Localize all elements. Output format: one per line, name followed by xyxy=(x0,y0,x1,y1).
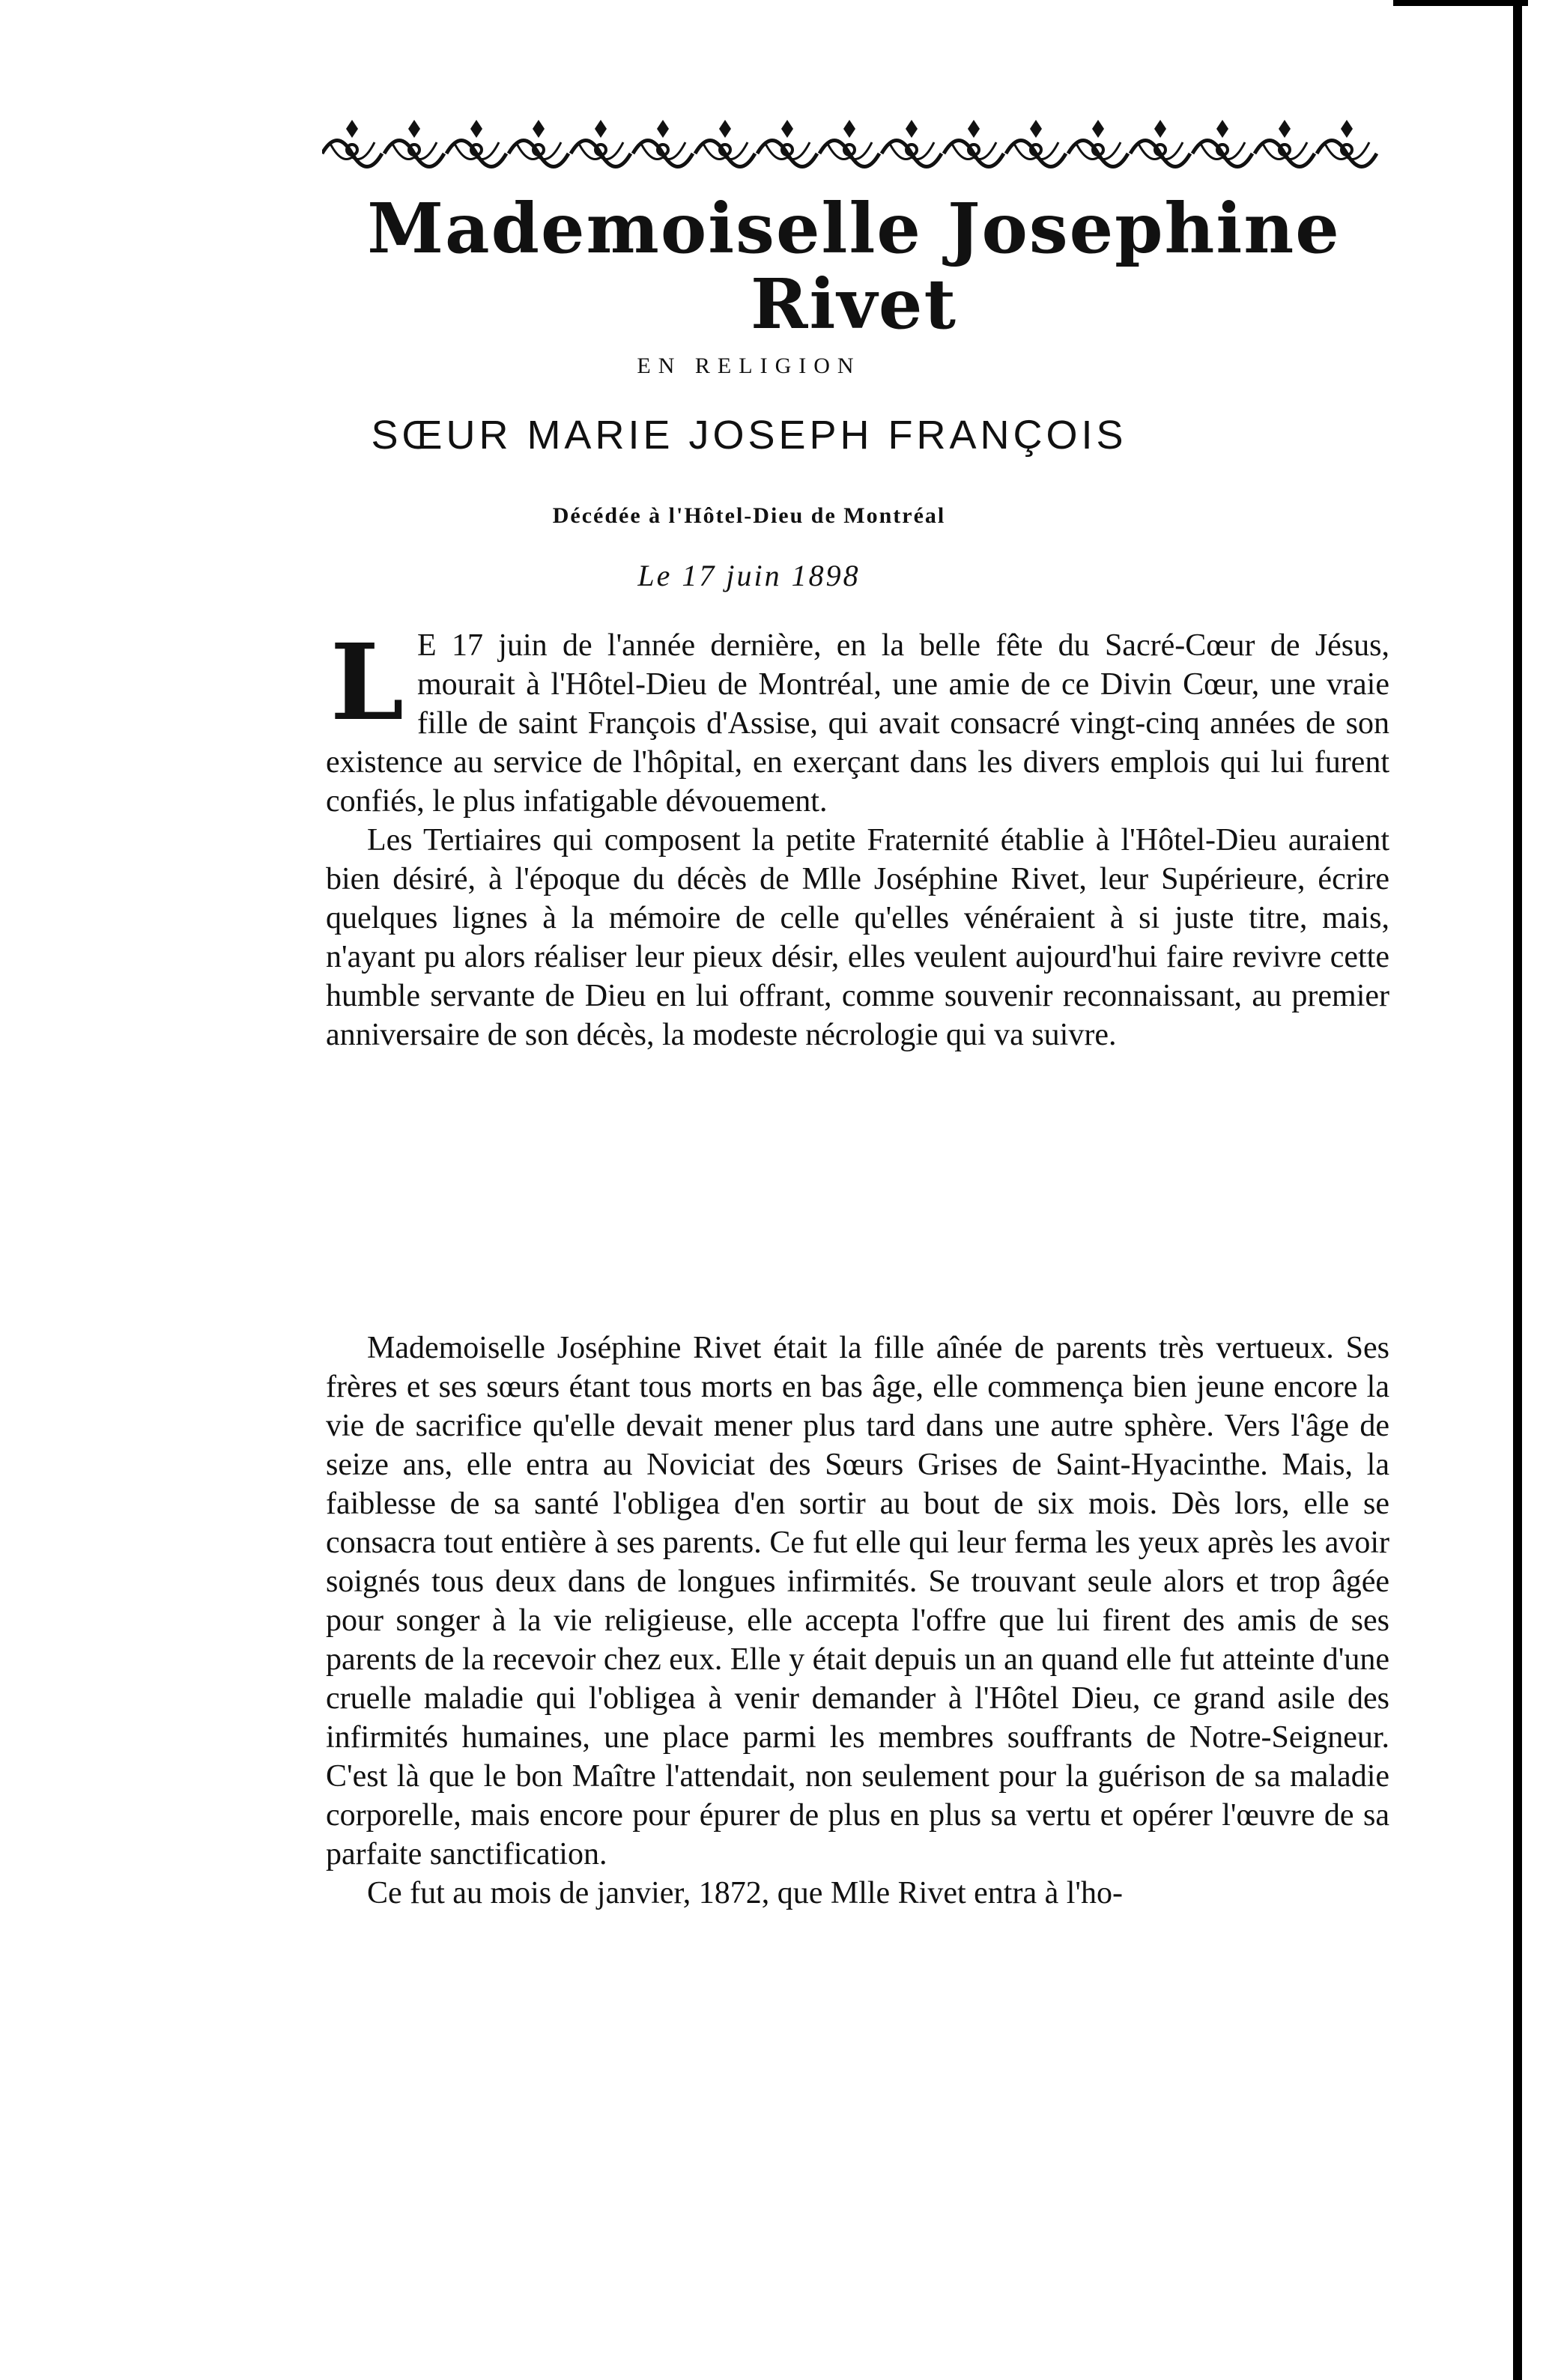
paragraph-3: Mademoiselle Joséphine Rivet était la fille aînée de parents très vertueux. Ses frères et ses sœurs étant tous morts en bas âge, elle commença bien jeune encore la vie de sacrifice qu'elle devait mener plus tard dans une autre sphère. Vers l'âge de seize ans, elle entra au Noviciat des Sœurs Grises de Saint-Hyacinthe. Mais, la faiblesse de sa santé l'obligea d'en sortir au bout de six mois. Dès lors, elle se consacra tout entière à ses parents. Ce fut elle qui leur ferma les yeux après les avoir soignés tous deux dans de longues infirmités. Se trouvant seule alors et trop âgée pour songer à la vie religieuse, elle accepta l'offre que lui firent des amis de ses parents de la recevoir chez eux. Elle y était depuis un an quand elle fut atteinte d'une cruelle maladie qui l'obligea à venir demander à l'Hôtel Dieu, ce grand asile des infirmités humaines, une place parmi les membres souffrants de Notre-Seigneur. C'est là que le bon Maître l'attendait, non seulement pour la guérison de sa maladie corporelle, mais encore pour épurer de plus en plus sa vertu et opérer l'œuvre de sa parfaite sanctification. xyxy=(326,1331,1389,1871)
drop-cap: L xyxy=(330,622,404,744)
paragraph-2: Les Tertiaires qui composent la petite Fraternité établie à l'Hôtel-Dieu auraient bien désiré, à l'époque du décès de Mlle Joséphine Rivet, leur Supérieure, écrire quelques lignes à la mémoire de celle qu'elles vénéraient à si juste titre, mais, n'ayant pu alors réaliser leur pieux désir, elles veulent aujourd'hui faire revivre cette humble servante de Dieu en lui offrant, comme souvenir reconnaissant, au premier anniversaire de son décès, la modeste nécrologie qui va suivre. xyxy=(326,823,1389,1052)
date-line: Le 17 juin 1898 xyxy=(637,559,861,592)
paragraph-4: Ce fut au mois de janvier, 1872, que Mlle Rivet entra à l'ho- xyxy=(367,1876,1123,1910)
en-religion-label: EN RELIGION xyxy=(637,353,861,378)
paragraph-1 xyxy=(326,622,1389,821)
body-block-1 xyxy=(326,622,1389,1054)
religious-name: SŒUR MARIE JOSEPH FRANÇOIS xyxy=(371,413,1127,458)
body-block-2 xyxy=(326,1329,1389,1913)
paragraph-1-text: E 17 juin de l'année dernière, en la belle fête du Sacré-Cœur de Jésus, mourait à l'Hôtel-Dieu de Montréal, une amie de ce Divin Cœur, une vraie fille de saint François d'Assise, qui avait consacré vingt-cinq années de son existence au service de l'hôpital, en exerçant dans les divers emplois qui lui furent confiés, le plus infatigable dévouement. xyxy=(326,628,1389,819)
page-edge-rule xyxy=(1513,0,1522,2380)
deceased-line: Décédée à l'Hôtel-Dieu de Montréal xyxy=(552,503,946,528)
top-edge-mark xyxy=(1393,0,1528,6)
page-title: Mademoiselle Josephine Rivet xyxy=(367,188,1341,345)
ornament-border-icon xyxy=(322,112,1378,172)
